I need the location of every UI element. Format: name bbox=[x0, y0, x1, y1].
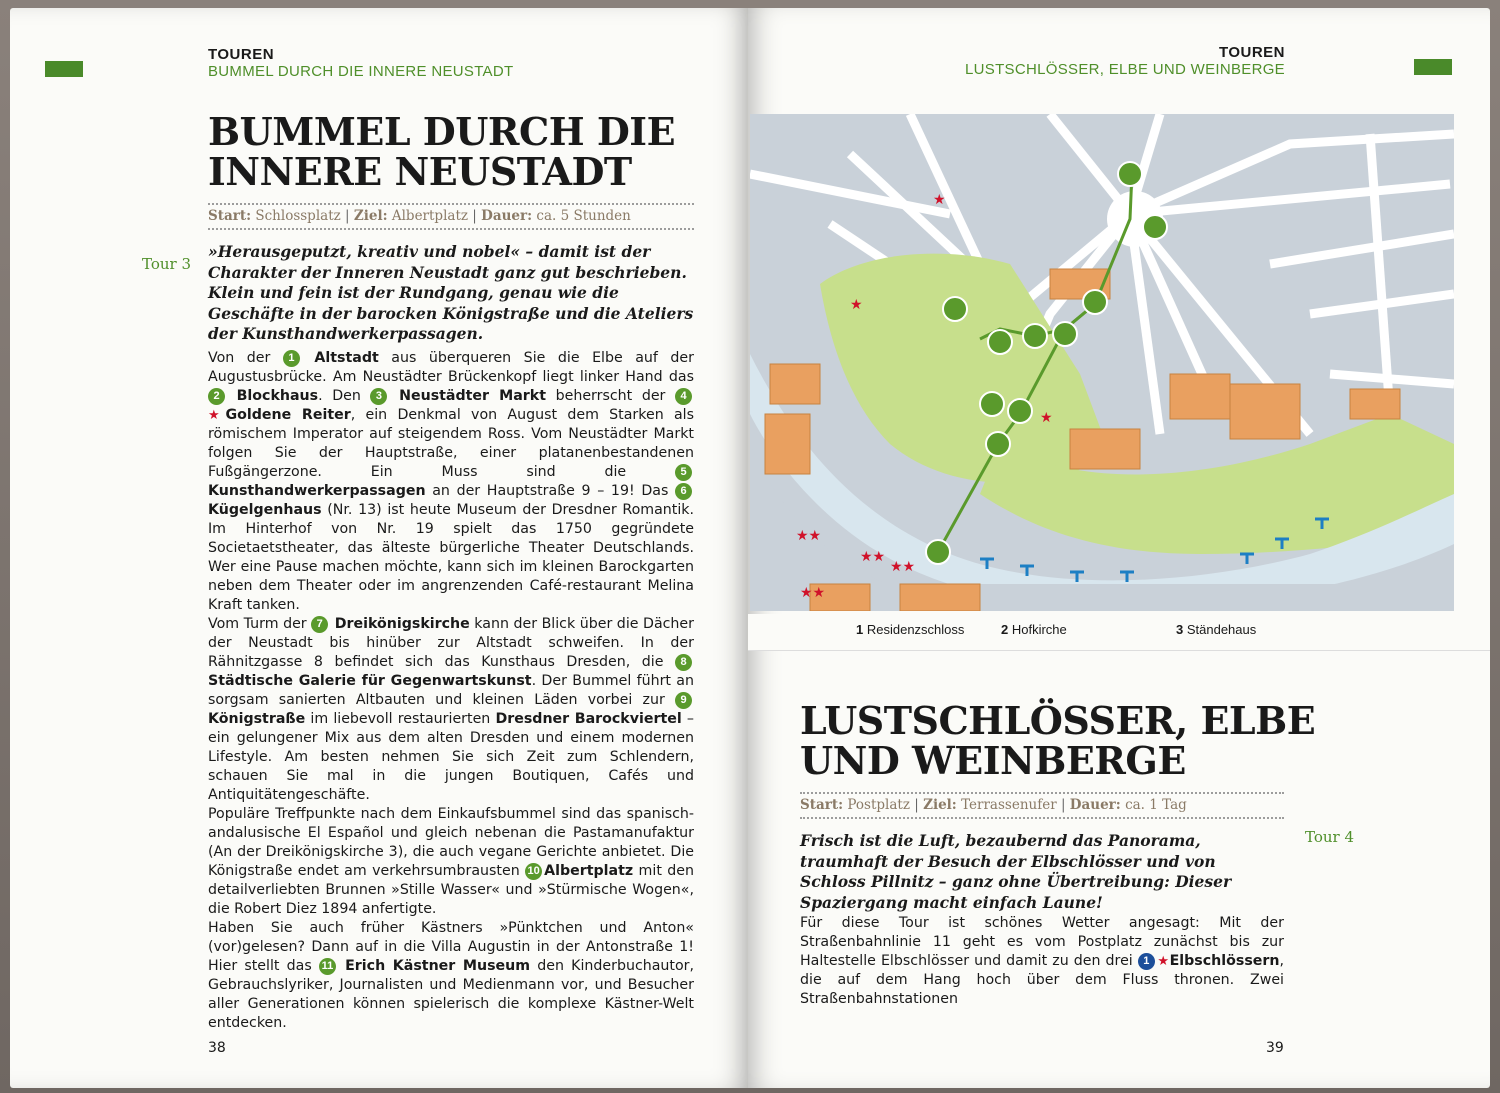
stop-name: Dresdner Barockviertel bbox=[495, 711, 682, 727]
stop-marker bbox=[926, 540, 950, 564]
section-header bbox=[965, 44, 1285, 78]
star-icon: ★ bbox=[933, 192, 946, 208]
stop-name: Städtische Galerie für Gegenwartskunst bbox=[208, 673, 532, 689]
text-run: Populäre Treffpunkte nach dem Einkaufsbummel sind das spanisch-andalusische El Español und gleich nebenan die Pastamanufaktur (An der Dreikönigskirche 3), die auch vegane Gerichte anbietet. Die Königstraße endet am verkehrsumbrausten bbox=[208, 806, 694, 879]
section-header bbox=[208, 46, 513, 80]
star-icon: ★ bbox=[1040, 410, 1053, 426]
text-run: . Den bbox=[318, 388, 371, 404]
building bbox=[1350, 389, 1400, 419]
building bbox=[1230, 384, 1300, 439]
stop-number-1: 1 bbox=[283, 350, 300, 367]
star-icon: ★★ bbox=[890, 559, 916, 575]
page-number: 39 bbox=[1266, 1040, 1284, 1056]
tour-meta: Start: Postplatz | Ziel: Terrassenufer | Dauer: ca. 1 Tag bbox=[800, 792, 1284, 819]
caption-label: Ständehaus bbox=[1186, 622, 1257, 637]
building bbox=[765, 414, 810, 474]
text-run: an der Hauptstraße 9 – 19! Das bbox=[425, 483, 675, 499]
stop-number-1: 1 bbox=[1138, 953, 1155, 970]
section-marker bbox=[45, 61, 83, 77]
meta-dauer-label: Dauer: bbox=[1069, 797, 1121, 813]
section-subtitle: LUSTSCHLÖSSER, ELBE UND WEINBERGE bbox=[965, 61, 1285, 78]
stop-marker bbox=[943, 297, 967, 321]
text-run: . Der Bummel führt an sorgsam sanierten Altbauten und kleinen Läden vorbei zur bbox=[208, 673, 694, 708]
caption-item bbox=[1176, 622, 1256, 637]
stop-marker bbox=[980, 392, 1004, 416]
text-run: , die auf dem Hang hoch über dem Fluss thronen. Zwei Straßenbahnstationen bbox=[800, 953, 1284, 1007]
caption-item bbox=[1001, 622, 1067, 637]
caption-number: 2 bbox=[1001, 622, 1009, 637]
star-icon: ★★ bbox=[860, 549, 886, 565]
meta-start-value: Postplatz bbox=[847, 797, 910, 813]
caption-number: 3 bbox=[1176, 622, 1184, 637]
title-line-1: BUMMEL DURCH DIE bbox=[208, 109, 676, 154]
tour-body bbox=[800, 914, 1284, 1009]
body-paragraph bbox=[208, 615, 694, 805]
meta-ziel-label: Ziel: bbox=[353, 208, 388, 224]
star-icon: ★ bbox=[850, 297, 863, 313]
tour-label: Tour 3 bbox=[142, 255, 192, 273]
tour-label: Tour 4 bbox=[1305, 828, 1355, 846]
right-page bbox=[748, 8, 1490, 1088]
text-run: im liebevoll restaurierten bbox=[305, 711, 496, 727]
stop-name: Kunsthandwerkerpassagen bbox=[208, 483, 426, 499]
building bbox=[770, 364, 820, 404]
stop-marker bbox=[1143, 215, 1167, 239]
stop-name: Altstadt bbox=[314, 350, 379, 366]
title-line-1: LUSTSCHLÖSSER, ELBE bbox=[800, 698, 1316, 743]
meta-ziel-value: Terrassenufer bbox=[961, 797, 1057, 813]
section-subtitle: BUMMEL DURCH DIE INNERE NEUSTADT bbox=[208, 63, 514, 80]
text-run: mit den detailverliebten Brunnen »Stille Wasser« und »Stürmische Wogen«, die Robert Diez 1894 anfertigte. bbox=[208, 863, 694, 917]
star-icon: ★ bbox=[1156, 954, 1170, 969]
text-run: den Kinderbuchautor, Gebrauchslyriker, Journalisten und Medienmann vor, und Besucher aller Generationen können spielerisch die komplexe Kästner-Welt entdecken. bbox=[208, 958, 695, 1031]
building bbox=[1170, 374, 1230, 419]
text-run: kann der Blick über die Dächer der Neustadt bis hinüber zur Altstadt schweifen. In der Rähnitzgasse 8 befindet sich das Kunsthaus Dresden, die bbox=[208, 616, 694, 670]
stop-marker bbox=[986, 432, 1010, 456]
building bbox=[900, 584, 980, 611]
text-run: Von der bbox=[208, 350, 283, 366]
stop-marker bbox=[1053, 322, 1077, 346]
text-run: Haben Sie auch früher Kästners »Pünktchen und Anton« (vor)gelesen? Dann auf in die Villa Augustin in der Antonstraße 1! Hier stellt das bbox=[208, 920, 694, 974]
stop-number-11: 11 bbox=[319, 958, 336, 975]
tour-map bbox=[750, 114, 1454, 611]
stop-number-6: 6 bbox=[675, 483, 692, 500]
caption-item bbox=[856, 622, 964, 637]
meta-start-value: Schlossplatz bbox=[255, 208, 341, 224]
caption-label: Hofkirche bbox=[1011, 622, 1067, 637]
body-paragraph bbox=[208, 349, 694, 615]
body-paragraph bbox=[208, 805, 694, 919]
body-paragraph bbox=[800, 914, 1284, 1009]
star-icon: ★★ bbox=[800, 585, 826, 601]
stop-marker bbox=[988, 330, 1012, 354]
stop-marker bbox=[1118, 162, 1142, 186]
left-page bbox=[10, 8, 748, 1088]
text-run: aus überqueren Sie die Elbe auf der Augustusbrücke. Am Neustädter Brückenkopf liegt linker Hand das bbox=[208, 350, 694, 385]
page-title bbox=[800, 698, 1316, 783]
text-run: – ein gelungener Mix aus dem alten Dresden und einem modernen Lifestyle. Am besten nehmen Sie sich Zeit zum Schlendern, schauen Sie mal in die jungen Boutiquen, Cafés und Antiquitätengeschäfte. bbox=[208, 711, 694, 803]
city-map-illustration bbox=[750, 114, 1454, 611]
stop-number-10: 10 bbox=[525, 863, 542, 880]
meta-start-label: Start: bbox=[208, 208, 252, 224]
body-paragraph bbox=[208, 919, 694, 1033]
stop-name: Kügelgenhaus bbox=[208, 502, 322, 518]
page-title bbox=[208, 109, 676, 194]
building bbox=[1070, 429, 1140, 469]
star-icon: ★★ bbox=[796, 528, 822, 544]
section-kicker: TOUREN bbox=[208, 46, 275, 63]
stop-name: Blockhaus bbox=[236, 388, 319, 404]
tour-intro: Frisch ist die Luft, bezaubernd das Panorama, traumhaft der Besuch der Elbschlösser und von Schloss Pillnitz – ganz ohne Übertreibung: Dieser Spaziergang macht einfach Laune! bbox=[800, 831, 1232, 912]
stop-name: Goldene Reiter bbox=[225, 407, 351, 423]
stop-number-3: 3 bbox=[370, 388, 387, 405]
stop-marker bbox=[1023, 324, 1047, 348]
text-run: (Nr. 13) ist heute Museum der Dresdner Romantik. Im Hinterhof von Nr. 19 spielt das 1750 gegründete Societaetstheater, das älteste bürgerliche Theater Deutschlands. Wer eine Pause machen möchte, kann sich im kleinen Barockgarten neben dem Theater oder im angrenzenden Café-restaurant Melina Kraft tanken. bbox=[208, 502, 694, 613]
stop-number-4: 4 bbox=[675, 388, 692, 405]
title-line-2: INNERE NEUSTADT bbox=[208, 149, 632, 194]
stop-name: Albertplatz bbox=[544, 863, 634, 879]
tour-body bbox=[208, 349, 694, 1033]
section-kicker: TOUREN bbox=[1218, 44, 1285, 61]
caption-label: Residenzschloss bbox=[866, 622, 965, 637]
caption-number: 1 bbox=[856, 622, 864, 637]
meta-dauer-value: ca. 5 Stunden bbox=[536, 208, 631, 224]
meta-start-label: Start: bbox=[800, 797, 844, 813]
stop-name: Dreikönigskirche bbox=[334, 616, 470, 632]
stop-name: Königstraße bbox=[208, 711, 306, 727]
stop-marker bbox=[1083, 290, 1107, 314]
star-icon: ★ bbox=[208, 408, 226, 423]
text-run: Vom Turm der bbox=[208, 616, 312, 632]
stop-number-7: 7 bbox=[311, 616, 328, 633]
meta-ziel-value: Albertplatz bbox=[391, 208, 468, 224]
meta-ziel-label: Ziel: bbox=[923, 797, 957, 813]
stop-number-9: 9 bbox=[675, 692, 692, 709]
tour-intro: »Herausgeputzt, kreativ und nobel« – damit ist der Charakter der Inneren Neustadt ganz gut beschrieben. Klein und fein ist der Rundgang, genau wie die Geschäfte in der barocken Königstraße und die Ateliers der Kunsthandwerkerpassagen. bbox=[208, 242, 694, 343]
stop-marker bbox=[1008, 399, 1032, 423]
stop-name: Erich Kästner Museum bbox=[345, 958, 531, 974]
text-run: , ein Denkmal von August dem Starken als römischem Imperator auf steigendem Ross. Vom Neustädter Markt folgen Sie der Hauptstraße, einer platanenbestandenen Fußgängerzone. Ein Muss sind die bbox=[208, 407, 694, 480]
text-run: Für diese Tour ist schönes Wetter angesagt: Mit der Straßenbahnlinie 11 geht es vom Postplatz zunächst bis zur Haltestelle Elbschlösser und damit zu den drei bbox=[800, 915, 1284, 969]
meta-dauer-value: ca. 1 Tag bbox=[1125, 797, 1187, 813]
stop-number-8: 8 bbox=[675, 654, 692, 671]
stop-name: Elbschlössern bbox=[1169, 953, 1280, 969]
text-run: beherrscht der bbox=[546, 388, 675, 404]
tour-meta: Start: Schlossplatz | Ziel: Albertplatz | Dauer: ca. 5 Stunden bbox=[208, 203, 694, 230]
meta-dauer-label: Dauer: bbox=[481, 208, 533, 224]
title-line-2: UND WEINBERGE bbox=[800, 738, 1186, 783]
section-marker bbox=[1414, 59, 1452, 75]
page-number: 38 bbox=[208, 1040, 226, 1056]
stop-name: Neustädter Markt bbox=[399, 388, 546, 404]
map-caption bbox=[748, 614, 1490, 651]
stop-number-5: 5 bbox=[675, 464, 692, 481]
stop-number-2: 2 bbox=[208, 388, 225, 405]
